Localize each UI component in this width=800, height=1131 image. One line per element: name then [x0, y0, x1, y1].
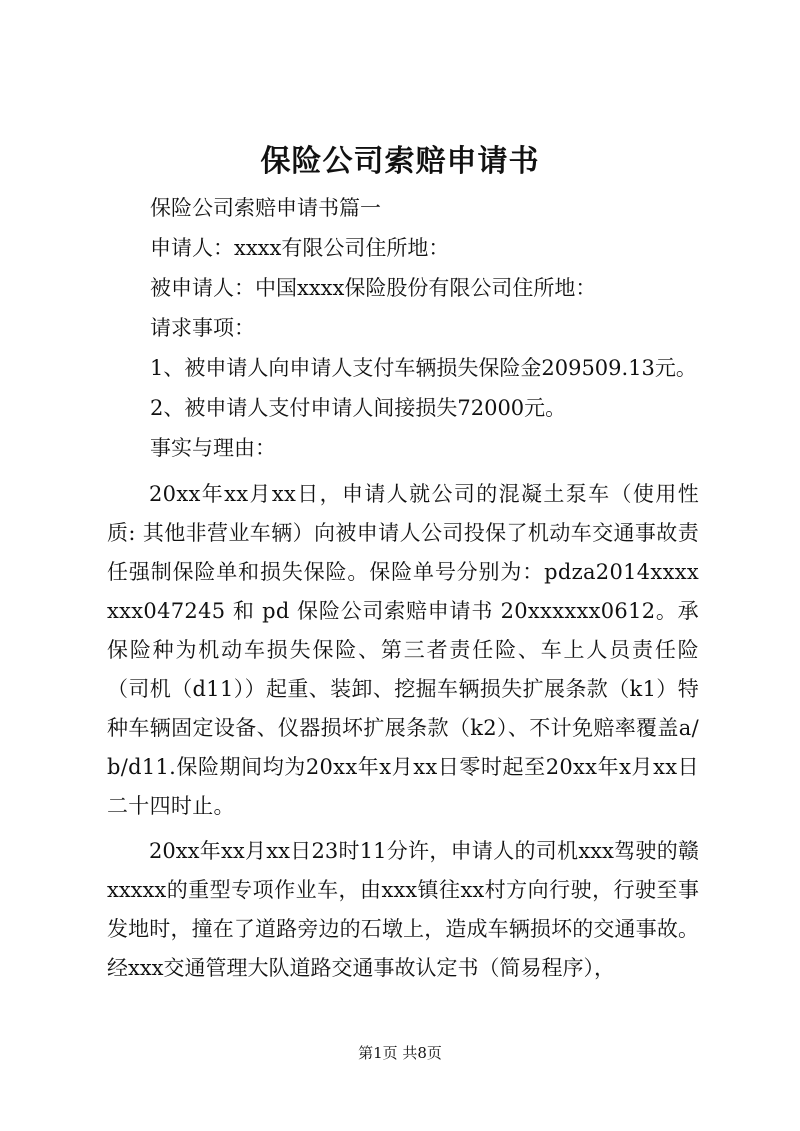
applicant-line: 申请人：xxxx有限公司住所地： — [150, 236, 450, 260]
claim-item-2: 2、被申请人支付申请人间接损失72000元。 — [150, 396, 567, 420]
facts-paragraph-2: 20xx年xx月xx日23时11分许，申请人的司机xxx驾驶的赣xxxxx的重型专项作业车，由xxx镇往xx村方向行驶，行驶至事发地时，撞在了道路旁边的石墩上，造成车辆损坏的交通事故。经xxx交通管理大队道路交通事故认定书（简易程序）， — [107, 839, 699, 980]
respondent-line: 被申请人：中国xxxx保险股份有限公司住所地： — [150, 276, 597, 300]
section-subtitle: 保险公司索赔申请书篇一 — [150, 196, 381, 220]
claims-heading: 请求事项： — [150, 316, 255, 340]
facts-heading: 事实与理由： — [150, 436, 276, 460]
facts-paragraph-1: 20xx年xx月xx日，申请人就公司的混凝土泵车（使用性质: 其他非营业车辆）向被申请人公司投保了机动车交通事故责任强制保险单和损失保险。保险单号分别为：pdza2014xxxxxxx047245 和 pd 保险公司索赔申请书 20xxxxxx0612。承保险种为机动车损失保险、第三者责任险、车上人员责任险（司机（d11））起重、装卸、挖掘车辆损失扩展条款（k1）特种车辆固定设备、仪器损坏扩展条款（k2）、不计免赔率覆盖a/b/d11.保险期间均为20xx年x月xx日零时起至20xx年x月xx日二十四时止。 — [107, 482, 699, 818]
claim-item-1: 1、被申请人向申请人支付车辆损失保险金209509.13元。 — [150, 356, 697, 380]
page-footer: 第1页 共8页 — [358, 1044, 442, 1062]
document-title: 保险公司索赔申请书 — [260, 144, 540, 179]
